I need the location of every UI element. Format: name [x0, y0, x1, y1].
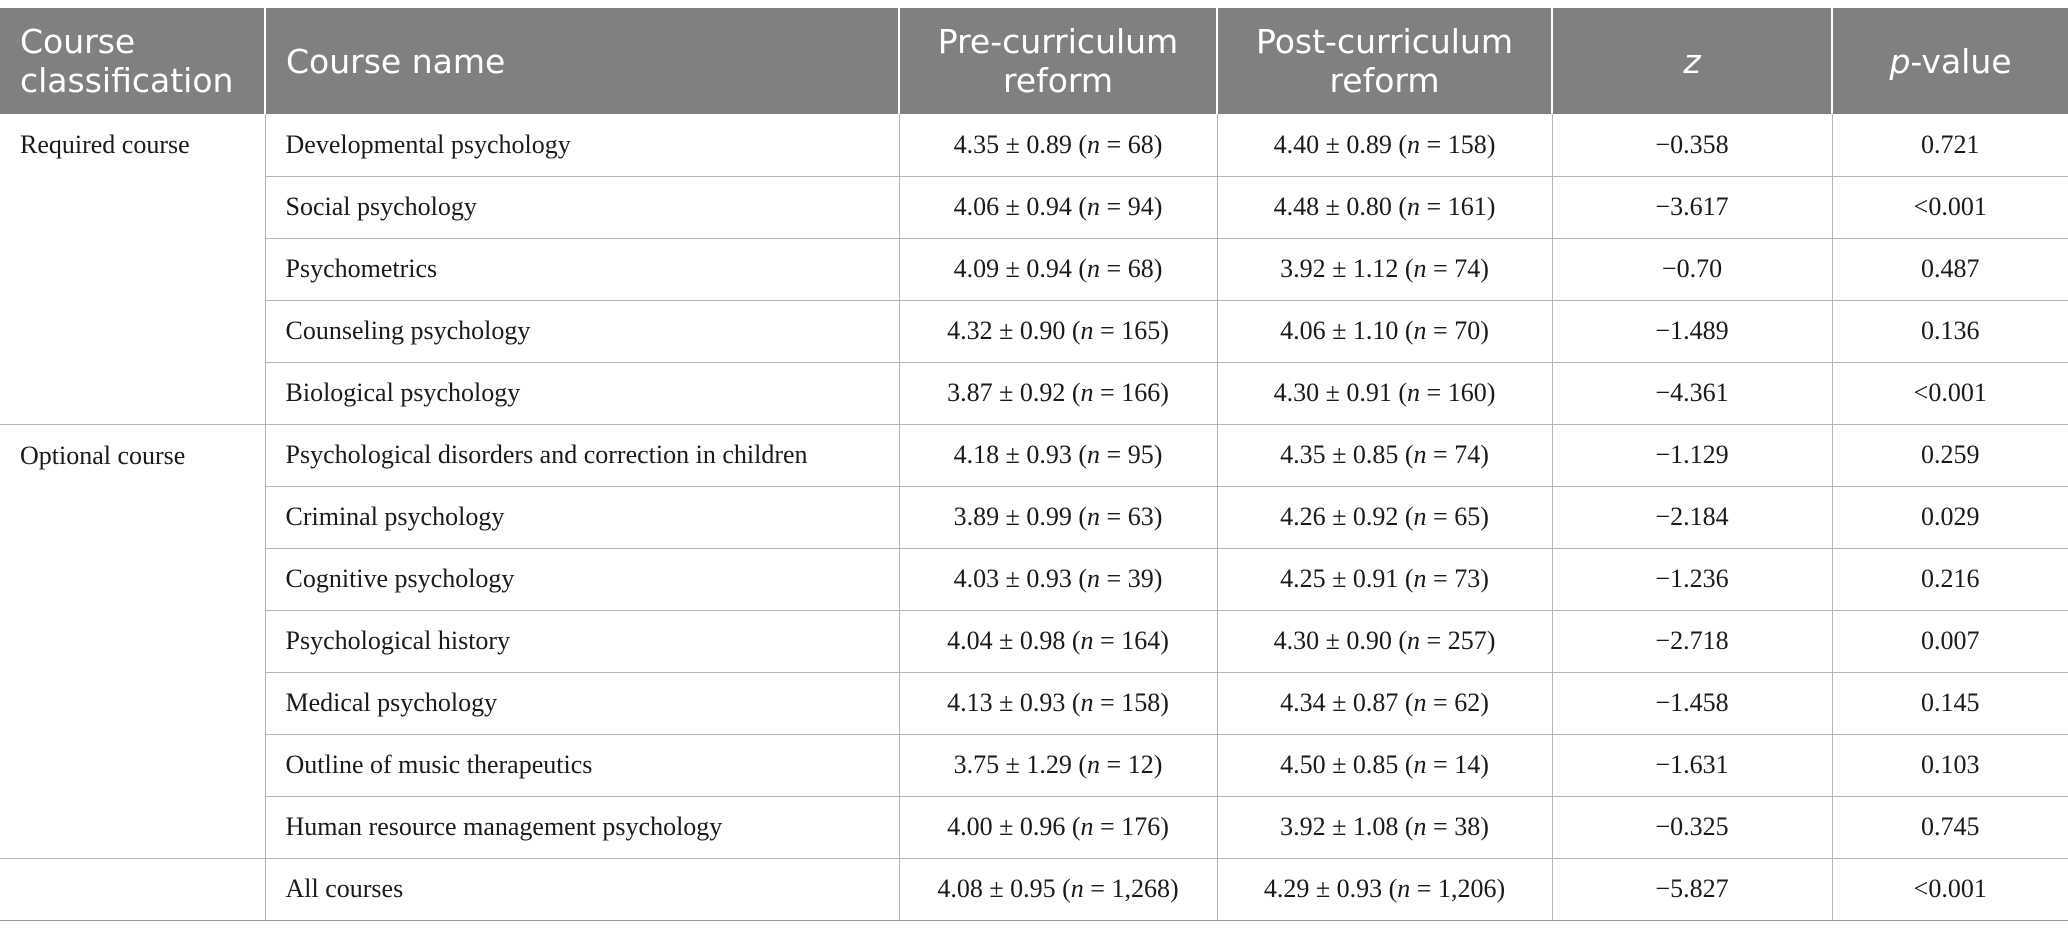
- post-reform-cell: 4.48 ± 0.80 (n = 161): [1217, 176, 1552, 238]
- course-name-cell: Psychological history: [265, 610, 899, 672]
- header-p-value: p-value: [1832, 4, 2068, 114]
- course-name-cell: Social psychology: [265, 176, 899, 238]
- post-reform-cell: 4.30 ± 0.90 (n = 257): [1217, 610, 1552, 672]
- p-value-cell: 0.216: [1832, 548, 2068, 610]
- course-name-cell: Developmental psychology: [265, 114, 899, 176]
- pre-reform-cell: 3.75 ± 1.29 (n = 12): [899, 734, 1217, 796]
- z-cell: −1.129: [1552, 424, 1832, 486]
- z-cell: −1.631: [1552, 734, 1832, 796]
- course-name-cell: All courses: [265, 858, 899, 920]
- course-name-cell: Psychological disorders and correction in children: [265, 424, 899, 486]
- post-reform-cell: 3.92 ± 1.08 (n = 38): [1217, 796, 1552, 858]
- post-reform-cell: 3.92 ± 1.12 (n = 74): [1217, 238, 1552, 300]
- pre-reform-cell: 4.09 ± 0.94 (n = 68): [899, 238, 1217, 300]
- table-row: [0, 238, 2068, 300]
- header-pre-reform: Pre-curriculum reform: [899, 4, 1217, 114]
- p-value-cell: <0.001: [1832, 362, 2068, 424]
- table-row: [0, 486, 2068, 548]
- header-course-name: Course name: [265, 4, 899, 114]
- table-row: [0, 858, 2068, 920]
- course-classification-cell: Required course: [0, 114, 265, 424]
- course-name-cell: Psychometrics: [265, 238, 899, 300]
- z-cell: −3.617: [1552, 176, 1832, 238]
- course-name-cell: Counseling psychology: [265, 300, 899, 362]
- pre-reform-cell: 4.18 ± 0.93 (n = 95): [899, 424, 1217, 486]
- header-row: [0, 4, 2068, 114]
- pre-reform-cell: 4.13 ± 0.93 (n = 158): [899, 672, 1217, 734]
- z-cell: −1.489: [1552, 300, 1832, 362]
- p-value-cell: 0.136: [1832, 300, 2068, 362]
- header-z: z: [1552, 4, 1832, 114]
- post-reform-cell: 4.29 ± 0.93 (n = 1,206): [1217, 858, 1552, 920]
- table-row: [0, 424, 2068, 486]
- p-value-cell: <0.001: [1832, 176, 2068, 238]
- pre-reform-cell: 4.00 ± 0.96 (n = 176): [899, 796, 1217, 858]
- post-reform-cell: 4.25 ± 0.91 (n = 73): [1217, 548, 1552, 610]
- course-name-cell: Outline of music therapeutics: [265, 734, 899, 796]
- z-cell: −1.458: [1552, 672, 1832, 734]
- post-reform-cell: 4.06 ± 1.10 (n = 70): [1217, 300, 1552, 362]
- header-course-classification: Course classification: [0, 4, 265, 114]
- p-value-cell: 0.259: [1832, 424, 2068, 486]
- z-cell: −2.184: [1552, 486, 1832, 548]
- pre-reform-cell: 3.87 ± 0.92 (n = 166): [899, 362, 1217, 424]
- post-reform-cell: 4.50 ± 0.85 (n = 14): [1217, 734, 1552, 796]
- course-name-cell: Human resource management psychology: [265, 796, 899, 858]
- z-cell: −0.358: [1552, 114, 1832, 176]
- table-row: [0, 734, 2068, 796]
- table-header: [0, 4, 2068, 114]
- p-value-cell: 0.145: [1832, 672, 2068, 734]
- p-value-cell: 0.745: [1832, 796, 2068, 858]
- z-cell: −1.236: [1552, 548, 1832, 610]
- table-row: [0, 300, 2068, 362]
- p-value-cell: <0.001: [1832, 858, 2068, 920]
- post-reform-cell: 4.26 ± 0.92 (n = 65): [1217, 486, 1552, 548]
- p-value-cell: 0.487: [1832, 238, 2068, 300]
- z-cell: −4.361: [1552, 362, 1832, 424]
- table-body: [0, 114, 2068, 920]
- table-row: [0, 548, 2068, 610]
- table-row: [0, 176, 2068, 238]
- pre-reform-cell: 3.89 ± 0.99 (n = 63): [899, 486, 1217, 548]
- course-name-cell: Cognitive psychology: [265, 548, 899, 610]
- z-cell: −0.325: [1552, 796, 1832, 858]
- p-value-cell: 0.007: [1832, 610, 2068, 672]
- z-cell: −5.827: [1552, 858, 1832, 920]
- course-name-cell: Biological psychology: [265, 362, 899, 424]
- pre-reform-cell: 4.06 ± 0.94 (n = 94): [899, 176, 1217, 238]
- course-classification-cell: Optional course: [0, 424, 265, 858]
- z-cell: −2.718: [1552, 610, 1832, 672]
- table-row: [0, 362, 2068, 424]
- table-row: [0, 610, 2068, 672]
- pre-reform-cell: 4.08 ± 0.95 (n = 1,268): [899, 858, 1217, 920]
- course-name-cell: Criminal psychology: [265, 486, 899, 548]
- pre-reform-cell: 4.03 ± 0.93 (n = 39): [899, 548, 1217, 610]
- table-row: [0, 796, 2068, 858]
- post-reform-cell: 4.40 ± 0.89 (n = 158): [1217, 114, 1552, 176]
- pre-reform-cell: 4.35 ± 0.89 (n = 68): [899, 114, 1217, 176]
- p-value-cell: 0.029: [1832, 486, 2068, 548]
- course-classification-cell: [0, 858, 265, 920]
- course-name-cell: Medical psychology: [265, 672, 899, 734]
- post-reform-cell: 4.34 ± 0.87 (n = 62): [1217, 672, 1552, 734]
- post-reform-cell: 4.30 ± 0.91 (n = 160): [1217, 362, 1552, 424]
- p-value-cell: 0.721: [1832, 114, 2068, 176]
- post-reform-cell: 4.35 ± 0.85 (n = 74): [1217, 424, 1552, 486]
- p-value-cell: 0.103: [1832, 734, 2068, 796]
- pre-reform-cell: 4.32 ± 0.90 (n = 165): [899, 300, 1217, 362]
- table-row: [0, 114, 2068, 176]
- z-cell: −0.70: [1552, 238, 1832, 300]
- pre-reform-cell: 4.04 ± 0.98 (n = 164): [899, 610, 1217, 672]
- header-post-reform: Post-curriculum reform: [1217, 4, 1552, 114]
- table-row: [0, 672, 2068, 734]
